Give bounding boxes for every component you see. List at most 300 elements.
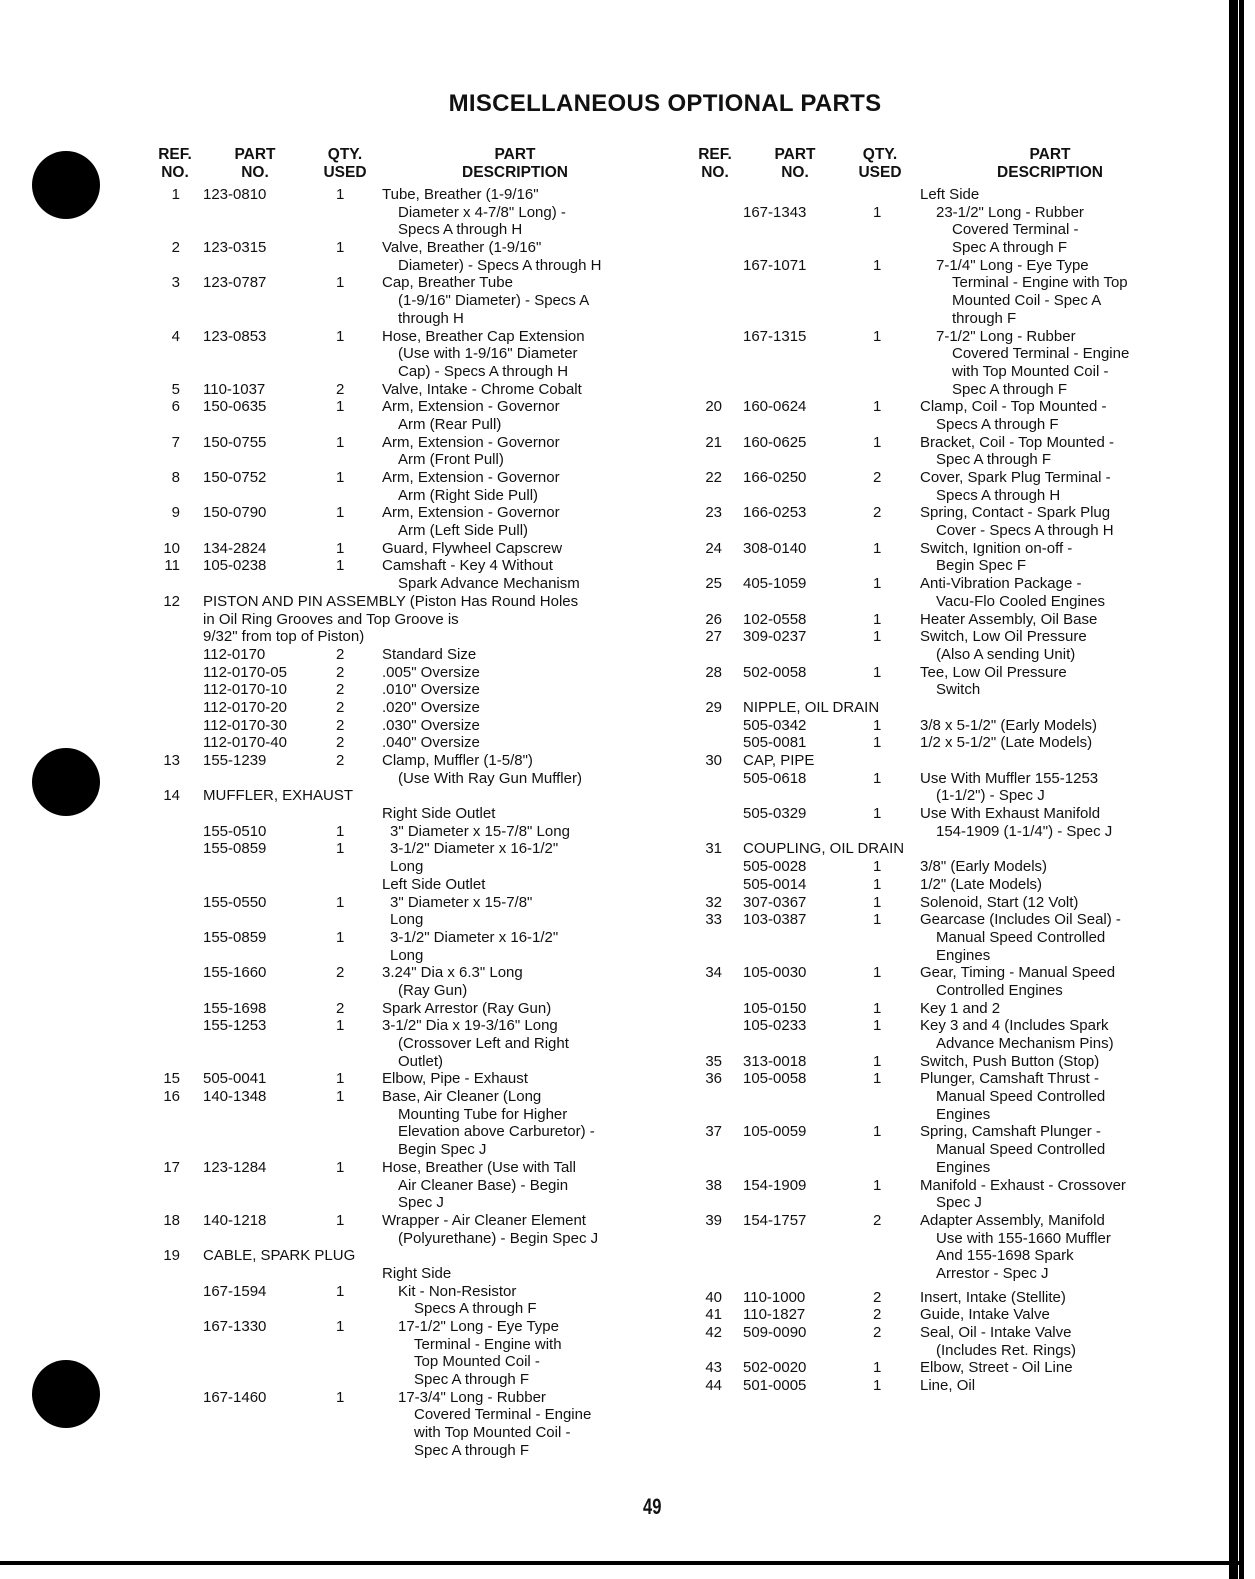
part-description: Spec A through F [414, 1441, 530, 1459]
part-no: 155-1253 [203, 1017, 267, 1035]
part-no: 166-0250 [743, 469, 807, 486]
parts-row [140, 469, 660, 487]
qty-used: 1 [336, 239, 345, 257]
part-description: 3" Diameter x 15-7/8" [390, 893, 533, 911]
part-description: Terminal - Engine with [414, 1335, 562, 1353]
parts-row [140, 1017, 660, 1035]
part-description: Specs A through H [936, 486, 1061, 504]
part-description: Advance Mechanism Pins) [936, 1035, 1114, 1052]
parts-row [140, 1123, 660, 1141]
part-description: Gearcase (Includes Oil Seal) - [920, 911, 1121, 929]
part-no: 110-1000 [743, 1288, 806, 1306]
part-no: 102-0558 [743, 610, 807, 628]
part-description: And 155-1698 Spark [936, 1247, 1074, 1265]
header-ref-no: REF. NO. [158, 146, 192, 181]
parts-row [680, 1070, 1200, 1088]
part-no: 160-0625 [743, 433, 807, 451]
parts-row [680, 363, 1200, 381]
part-no: 309-0237 [743, 628, 807, 646]
part-description: (Use with 1-9/16" Diameter [398, 345, 578, 363]
parts-row [140, 1406, 660, 1424]
ref-no: 20 [705, 398, 722, 416]
qty-used: 1 [336, 1282, 345, 1300]
part-no: 150-0635 [203, 398, 267, 416]
qty-used: 1 [336, 398, 345, 416]
part-description: Spec A through F [952, 380, 1068, 398]
part-description: Right Side Outlet [382, 805, 496, 823]
section-heading: in Oil Ring Grooves and Top Groove is [203, 610, 459, 628]
part-no: 140-1218 [203, 1211, 267, 1229]
parts-row [680, 664, 1200, 682]
part-description: Spec J [936, 1194, 982, 1212]
part-description: Spec J [398, 1194, 444, 1212]
parts-row [140, 204, 660, 222]
part-description: 3" Diameter x 15-7/8" Long [390, 822, 570, 840]
parts-row [140, 628, 660, 646]
parts-row [140, 328, 660, 346]
ref-no: 36 [705, 1070, 722, 1088]
qty-used: 2 [336, 964, 345, 982]
part-no: 150-0752 [203, 469, 267, 486]
part-no: 505-0028 [743, 858, 807, 876]
qty-used: 2 [336, 999, 345, 1017]
part-no: 112-0170-40 [203, 734, 287, 752]
qty-used: 1 [873, 1359, 882, 1377]
qty-used: 2 [873, 1288, 882, 1306]
parts-row [140, 611, 660, 629]
ref-no: 42 [705, 1324, 722, 1341]
ref-no: 17 [163, 1158, 180, 1176]
part-no: 112-0170-10 [203, 681, 287, 699]
part-description: Arm, Extension - Governor [382, 433, 560, 451]
qty-used: 1 [873, 327, 882, 345]
qty-used: 2 [336, 681, 345, 699]
qty-used: 1 [336, 469, 345, 486]
part-description: Cover - Specs A through H [936, 522, 1114, 540]
part-no: 505-0041 [203, 1070, 267, 1088]
parts-row [680, 823, 1200, 841]
qty-used: 1 [873, 1123, 882, 1141]
part-description: Standard Size [382, 645, 477, 663]
parts-row [680, 1377, 1200, 1395]
qty-used: 1 [336, 893, 345, 911]
ref-no: 22 [705, 469, 722, 486]
part-description: Right Side [382, 1264, 452, 1282]
parts-row [140, 274, 660, 292]
ref-no: 24 [705, 539, 722, 557]
part-description: 23-1/2" Long - Rubber [936, 203, 1084, 221]
ref-no: 18 [163, 1211, 180, 1229]
part-no: 505-0342 [743, 716, 807, 734]
part-description: through F [952, 309, 1017, 327]
part-description: 1/2 x 5-1/2" (Late Models) [920, 734, 1093, 752]
parts-row [680, 504, 1200, 522]
part-no: 167-1594 [203, 1282, 267, 1300]
part-description: (1-1/2") - Spec J [936, 787, 1045, 805]
parts-row [680, 628, 1200, 646]
qty-used: 1 [873, 256, 882, 274]
part-description: .010" Oversize [382, 681, 480, 699]
qty-used: 1 [873, 893, 882, 911]
part-description: Elbow, Street - Oil Line [920, 1359, 1073, 1377]
qty-used: 1 [336, 1318, 345, 1335]
part-description: (Crossover Left and Right [398, 1035, 569, 1052]
part-description: .020" Oversize [382, 698, 480, 716]
ref-no: 35 [705, 1052, 722, 1070]
parts-row [680, 381, 1200, 399]
part-description: Manual Speed Controlled [936, 928, 1106, 946]
parts-row [680, 911, 1200, 929]
part-description: 3.24" Dia x 6.3" Long [382, 964, 523, 982]
part-no: 505-0014 [743, 875, 807, 893]
parts-row [140, 1353, 660, 1371]
part-description: Valve, Intake - Chrome Cobalt [382, 380, 582, 398]
parts-row [680, 204, 1200, 222]
qty-used: 1 [873, 1017, 882, 1035]
parts-row [680, 274, 1200, 292]
parts-row [680, 186, 1200, 204]
part-description: Spec A through F [936, 451, 1052, 469]
parts-row [680, 681, 1200, 699]
part-no: 112-0170-20 [203, 698, 287, 716]
part-description: Arm, Extension - Governor [382, 504, 560, 522]
ref-no: 16 [163, 1088, 180, 1106]
qty-used: 1 [336, 1211, 345, 1229]
part-no: 110-1827 [743, 1306, 806, 1324]
part-description: Key 3 and 4 (Includes Spark [920, 1017, 1109, 1035]
part-description: Use With Muffler 155-1253 [920, 769, 1099, 787]
parts-row [680, 982, 1200, 1000]
parts-row [680, 1212, 1200, 1230]
qty-used: 2 [336, 716, 345, 734]
parts-column-left [140, 146, 660, 1460]
qty-used: 1 [336, 1158, 345, 1176]
parts-row [140, 557, 660, 575]
qty-used: 1 [873, 805, 882, 823]
parts-row [140, 1318, 660, 1336]
part-description: Use with 155-1660 Muffler [936, 1229, 1111, 1247]
part-no: 155-0859 [203, 840, 267, 858]
section-heading: PISTON AND PIN ASSEMBLY (Piston Has Round Holes [203, 592, 579, 610]
part-description: Mounting Tube for Higher [398, 1105, 568, 1123]
ref-no: 19 [163, 1247, 180, 1265]
part-description: Cap) - Specs A through H [398, 362, 569, 380]
parts-row [140, 504, 660, 522]
part-description: Hose, Breather Cap Extension [382, 327, 585, 345]
part-description: Cap, Breather Tube [382, 274, 513, 292]
qty-used: 1 [873, 575, 882, 593]
part-description: Long [390, 946, 424, 964]
part-description: 1/2" (Late Models) [920, 875, 1043, 893]
part-description: Hose, Breather (Use with Tall [382, 1158, 576, 1176]
part-description: Arm (Left Side Pull) [398, 522, 529, 540]
part-description: 3/8 x 5-1/2" (Early Models) [920, 716, 1098, 734]
ref-no: 40 [705, 1288, 722, 1306]
ref-no: 34 [705, 964, 722, 982]
parts-row [680, 1324, 1200, 1342]
parts-row [140, 345, 660, 363]
parts-row [680, 947, 1200, 965]
parts-row [140, 770, 660, 788]
parts-row [140, 363, 660, 381]
ref-no: 3 [171, 274, 180, 292]
qty-used: 1 [336, 822, 345, 840]
parts-row [140, 593, 660, 611]
parts-row [140, 858, 660, 876]
ref-no: 8 [171, 469, 180, 486]
part-description: with Top Mounted Coil - [414, 1424, 571, 1442]
part-description: Key 1 and 2 [920, 999, 1001, 1017]
part-description: Begin Spec J [398, 1141, 487, 1159]
parts-row [680, 593, 1200, 611]
part-description: Kit - Non-Resistor [398, 1282, 517, 1300]
page-edge-bottom [0, 1561, 1244, 1565]
parts-row [140, 416, 660, 434]
part-description: .030" Oversize [382, 716, 480, 734]
part-description: Bracket, Coil - Top Mounted - [920, 433, 1114, 451]
page-number: 49 [643, 1494, 662, 1519]
parts-row [140, 1053, 660, 1071]
part-description: Gear, Timing - Manual Speed [920, 964, 1116, 982]
ref-no: 30 [705, 752, 722, 769]
parts-row [140, 451, 660, 469]
part-description: through H [398, 309, 464, 327]
part-description: Anti-Vibration Package - [920, 575, 1082, 593]
part-description: Insert, Intake (Stellite) [920, 1288, 1066, 1306]
parts-row [680, 1088, 1200, 1106]
parts-row [140, 1088, 660, 1106]
parts-row [680, 451, 1200, 469]
part-description: Clamp, Muffler (1-5/8") [382, 752, 533, 769]
qty-used: 2 [336, 752, 345, 769]
part-no: 150-0755 [203, 433, 267, 451]
parts-row [680, 239, 1200, 257]
part-description: 7-1/4" Long - Eye Type [936, 256, 1089, 274]
ref-no: 15 [163, 1070, 180, 1088]
part-description: Terminal - Engine with Top [952, 274, 1128, 292]
qty-used: 1 [873, 999, 882, 1017]
part-description: Covered Terminal - [952, 221, 1079, 239]
parts-row [680, 1289, 1200, 1307]
qty-used: 1 [336, 504, 345, 522]
ref-no: 2 [171, 239, 180, 257]
page-edge-right-outer [1239, 0, 1244, 1579]
part-description: 3-1/2" Dia x 19-3/16" Long [382, 1017, 558, 1035]
qty-used: 2 [336, 380, 345, 398]
part-no: 123-0810 [203, 186, 267, 203]
part-description: Spec A through F [414, 1371, 530, 1389]
qty-used: 2 [336, 663, 345, 681]
part-no: 155-0550 [203, 893, 267, 911]
part-no: 123-1284 [203, 1158, 267, 1176]
part-no: 308-0140 [743, 539, 807, 557]
part-description: 3-1/2" Diameter x 16-1/2" [390, 928, 559, 946]
part-no: 105-0150 [743, 999, 807, 1017]
part-no: 105-0059 [743, 1123, 807, 1141]
qty-used: 2 [873, 504, 882, 522]
parts-row [140, 717, 660, 735]
parts-row [680, 1053, 1200, 1071]
ref-no: 37 [705, 1123, 722, 1141]
parts-row [140, 752, 660, 770]
ref-no: 41 [705, 1306, 722, 1324]
parts-row [680, 699, 1200, 717]
parts-row [140, 947, 660, 965]
part-no: 112-0170-05 [203, 663, 287, 681]
parts-row [140, 1300, 660, 1318]
part-description: Spark Advance Mechanism [398, 575, 580, 593]
parts-row [140, 381, 660, 399]
part-description: 17-3/4" Long - Rubber [398, 1388, 546, 1406]
part-description: Covered Terminal - Engine [414, 1406, 592, 1424]
part-description: Elbow, Pipe - Exhaust [382, 1070, 528, 1088]
part-description: Tee, Low Oil Pressure [920, 663, 1067, 681]
part-description: Line, Oil [920, 1377, 976, 1395]
part-no: 502-0020 [743, 1359, 807, 1377]
part-no: 105-0058 [743, 1070, 807, 1088]
parts-row [140, 699, 660, 717]
part-description: Switch, Ignition on-off - [920, 539, 1073, 557]
parts-row [140, 911, 660, 929]
part-description: .040" Oversize [382, 734, 480, 752]
part-description: Controlled Engines [936, 981, 1063, 999]
part-description: 154-1909 (1-1/4") - Spec J [936, 822, 1113, 840]
section-heading: NIPPLE, OIL DRAIN [743, 698, 880, 716]
qty-used: 1 [873, 875, 882, 893]
qty-used: 1 [336, 186, 345, 203]
parts-row [680, 929, 1200, 947]
parts-row [140, 1265, 660, 1283]
qty-used: 1 [336, 274, 345, 292]
part-description: Switch, Low Oil Pressure [920, 628, 1087, 646]
qty-used: 1 [873, 610, 882, 628]
ref-no: 9 [171, 504, 180, 522]
qty-used: 2 [873, 1306, 882, 1324]
part-no: 112-0170 [203, 645, 266, 663]
part-no: 155-1239 [203, 752, 267, 769]
part-description: Specs A through F [414, 1300, 537, 1318]
qty-used: 1 [873, 628, 882, 646]
part-description: Diameter) - Specs A through H [398, 256, 602, 274]
parts-row [680, 575, 1200, 593]
part-description: Manifold - Exhaust - Crossover [920, 1176, 1126, 1194]
qty-used: 2 [873, 1211, 882, 1229]
section-heading: CAP, PIPE [743, 752, 815, 769]
parts-row [680, 1177, 1200, 1195]
ref-no: 1 [171, 186, 180, 203]
parts-row [140, 575, 660, 593]
part-description: Arm, Extension - Governor [382, 469, 560, 486]
part-no: 505-0329 [743, 805, 807, 823]
parts-row [680, 1265, 1200, 1283]
parts-row [140, 1177, 660, 1195]
part-description: 17-1/2" Long - Eye Type [398, 1318, 559, 1335]
part-no: 502-0058 [743, 663, 807, 681]
ref-no: 29 [705, 698, 722, 716]
qty-used: 1 [873, 911, 882, 929]
ref-no: 44 [705, 1377, 722, 1395]
part-no: 155-1698 [203, 999, 267, 1017]
qty-used: 2 [336, 734, 345, 752]
part-description: Solenoid, Start (12 Volt) [920, 893, 1079, 911]
part-no: 167-1315 [743, 327, 807, 345]
part-description: Covered Terminal - Engine [952, 345, 1130, 363]
part-description: Left Side Outlet [382, 875, 486, 893]
part-description: Long [390, 911, 424, 929]
qty-used: 2 [336, 645, 345, 663]
part-description: (Ray Gun) [398, 981, 468, 999]
qty-used: 2 [336, 698, 345, 716]
parts-row [140, 1230, 660, 1248]
part-description: Plunger, Camshaft Thrust - [920, 1070, 1099, 1088]
ref-no: 10 [163, 539, 180, 557]
part-description: Switch, Push Button (Stop) [920, 1052, 1100, 1070]
parts-row [680, 1306, 1200, 1324]
ref-no: 27 [705, 628, 722, 646]
ref-no: 26 [705, 610, 722, 628]
parts-row [680, 221, 1200, 239]
parts-row [140, 1070, 660, 1088]
part-description: Engines [936, 1158, 991, 1176]
part-description: Engines [936, 1105, 991, 1123]
part-description: Guide, Intake Valve [920, 1306, 1050, 1324]
part-description: Left Side [920, 186, 980, 203]
part-description: Vacu-Flo Cooled Engines [936, 592, 1105, 610]
parts-row [140, 805, 660, 823]
parts-row [140, 1000, 660, 1018]
qty-used: 1 [336, 327, 345, 345]
part-description: 3/8" (Early Models) [920, 858, 1048, 876]
part-description: Outlet) [398, 1052, 444, 1070]
parts-row [680, 292, 1200, 310]
ref-no: 38 [705, 1176, 722, 1194]
column-header [680, 146, 1200, 186]
part-description: Air Cleaner Base) - Begin [398, 1176, 569, 1194]
parts-row [140, 1035, 660, 1053]
parts-row [680, 1247, 1200, 1265]
header-part-no: PART NO. [774, 146, 816, 181]
qty-used: 1 [873, 433, 882, 451]
part-description: Camshaft - Key 4 Without [382, 557, 553, 575]
parts-row [680, 557, 1200, 575]
part-description: Base, Air Cleaner (Long [382, 1088, 542, 1106]
qty-used: 1 [873, 539, 882, 557]
part-description: Arm (Front Pull) [398, 451, 504, 469]
header-qty-used: QTY. USED [858, 146, 902, 181]
part-description: Use With Exhaust Manifold [920, 805, 1101, 823]
parts-row [680, 522, 1200, 540]
parts-row [680, 257, 1200, 275]
part-description: (Polyurethane) - Begin Spec J [398, 1229, 599, 1247]
qty-used: 1 [336, 1070, 345, 1088]
part-no: 105-0233 [743, 1017, 807, 1035]
parts-row [680, 1141, 1200, 1159]
parts-row [140, 540, 660, 558]
part-description: Adapter Assembly, Manifold [920, 1211, 1105, 1229]
parts-row [140, 186, 660, 204]
ref-no: 13 [163, 752, 180, 769]
part-description: Valve, Breather (1-9/16" [382, 239, 542, 257]
qty-used: 1 [873, 769, 882, 787]
part-description: with Top Mounted Coil - [952, 362, 1109, 380]
part-no: 155-1660 [203, 964, 267, 982]
parts-row [140, 310, 660, 328]
ref-no: 7 [171, 433, 180, 451]
parts-row [680, 416, 1200, 434]
ref-no: 32 [705, 893, 722, 911]
parts-row [680, 646, 1200, 664]
part-no: 405-1059 [743, 575, 807, 593]
